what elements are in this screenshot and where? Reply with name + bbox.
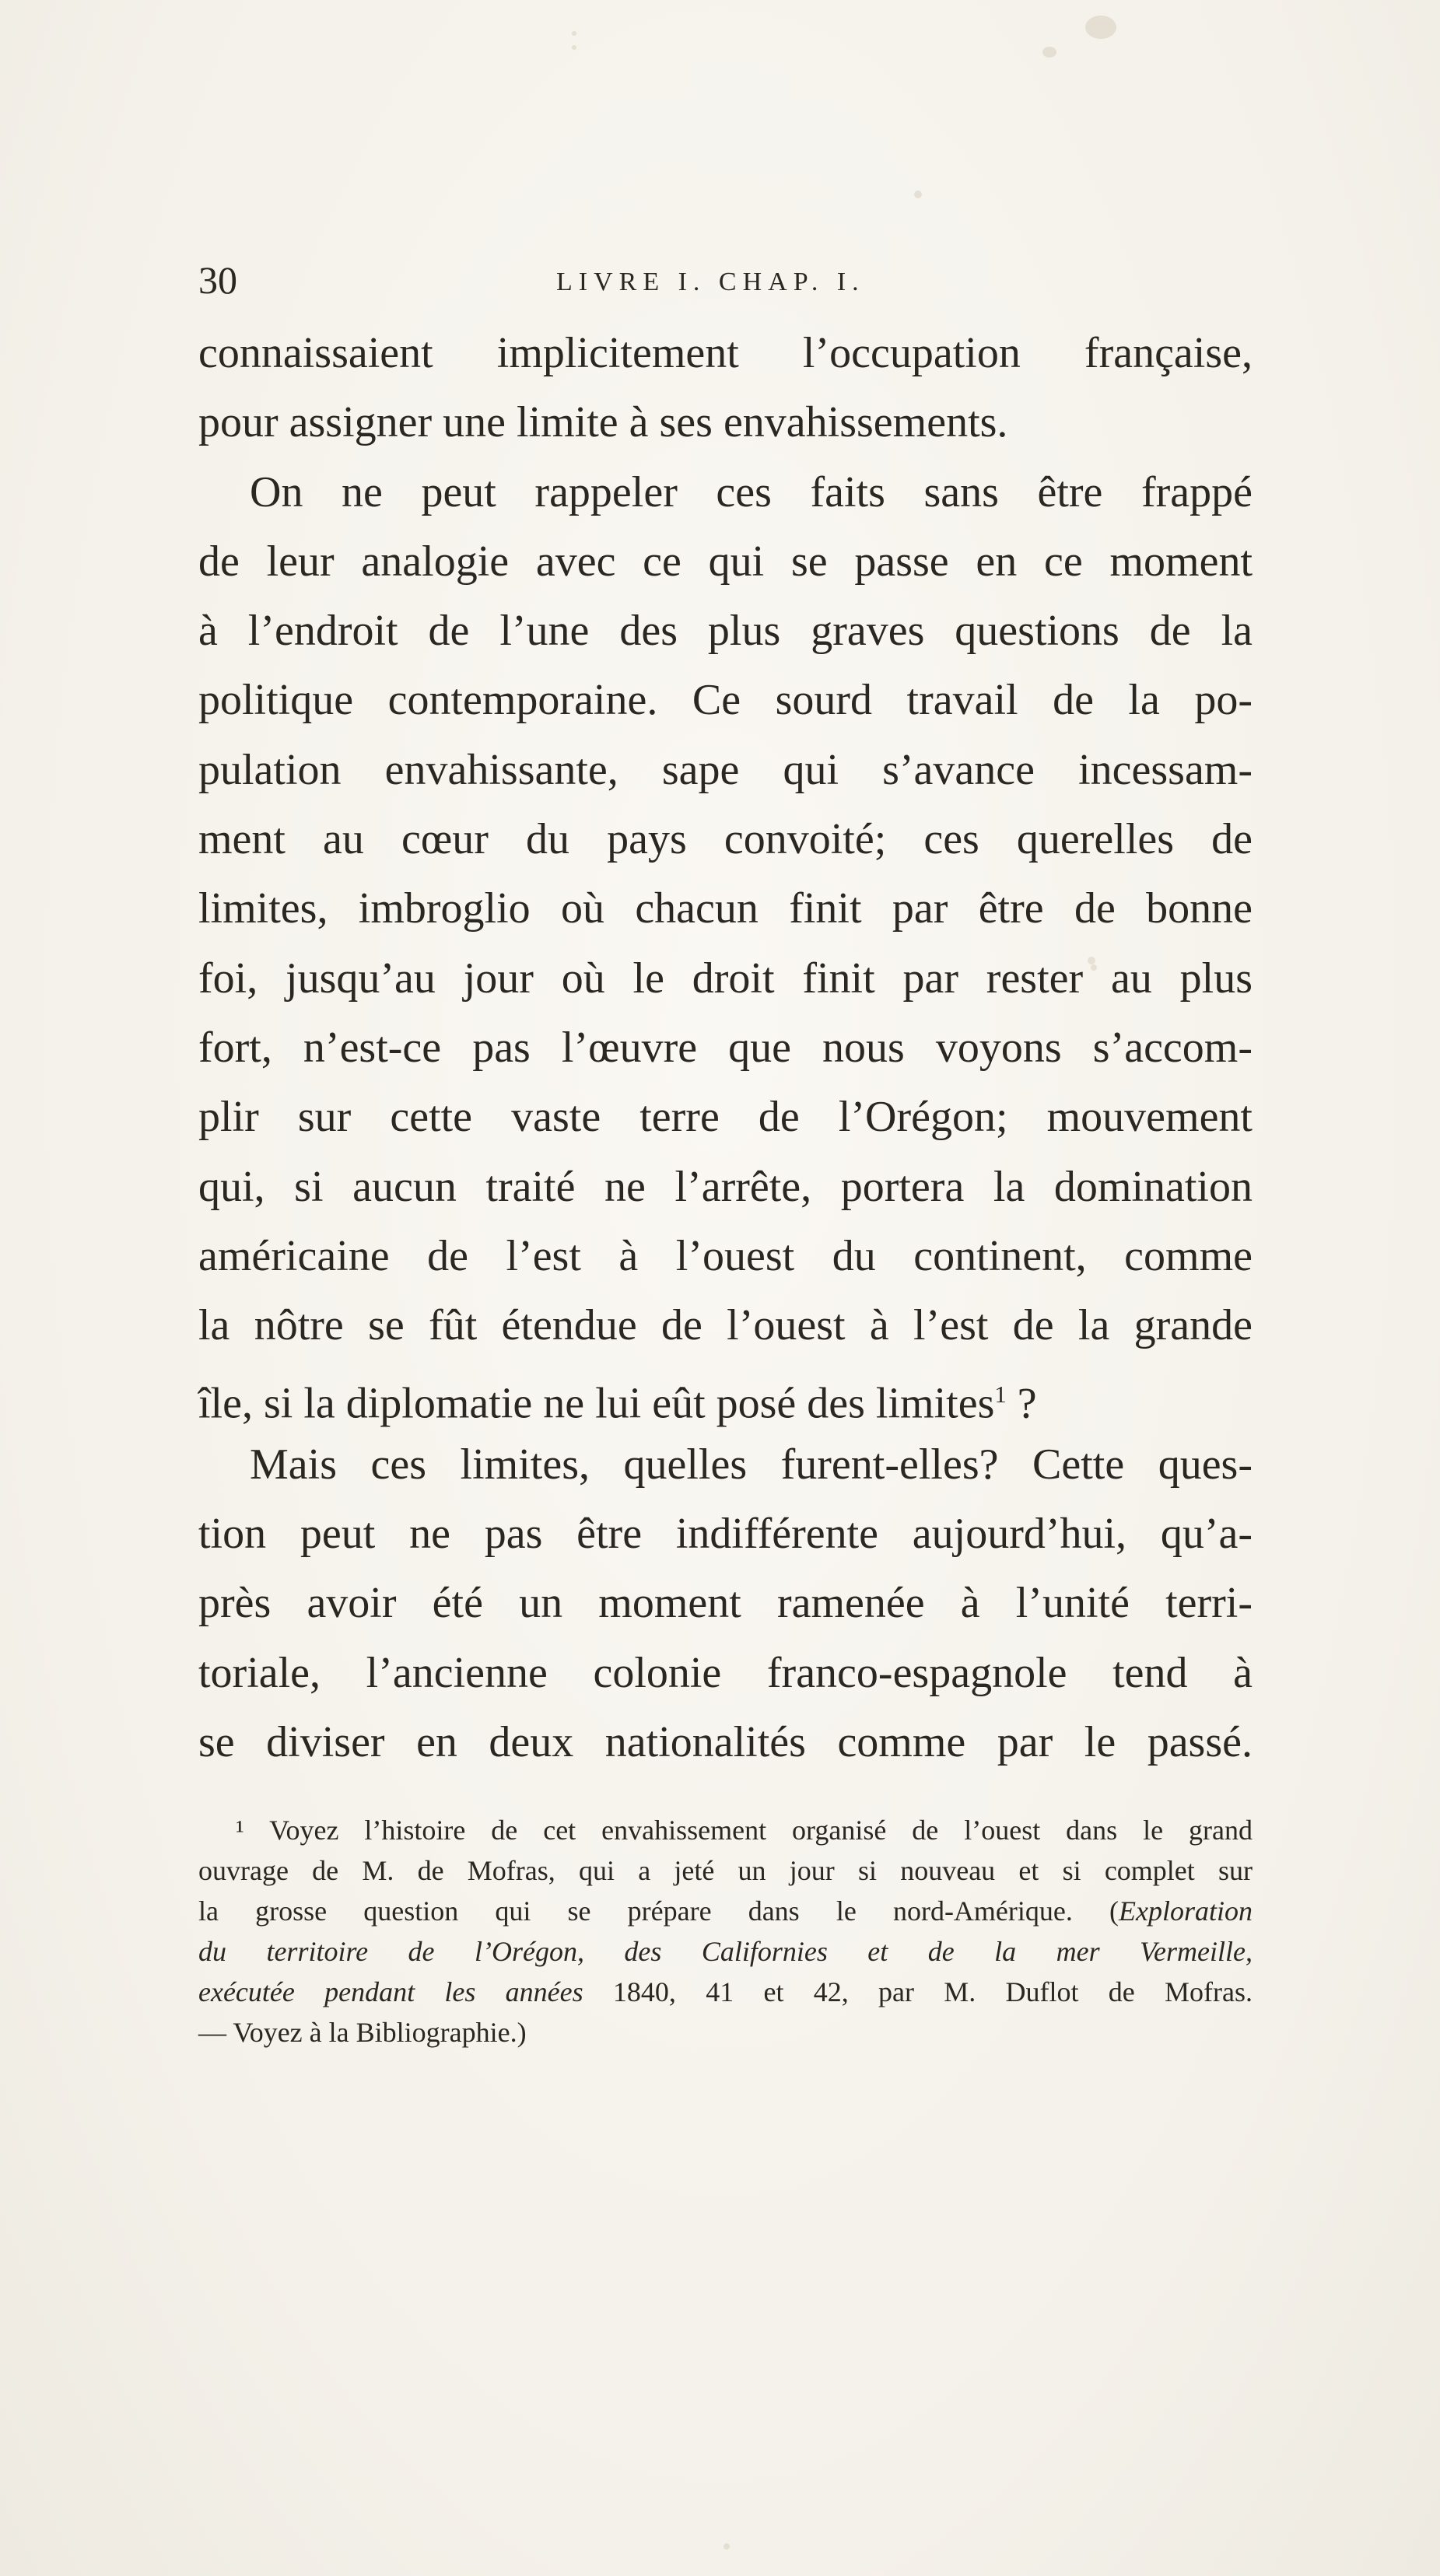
text-line: américaine de l’est à l’ouest du continent, comme xyxy=(198,1231,1253,1280)
text-line: à l’endroit de l’une des plus graves questions de la xyxy=(198,607,1253,656)
paper-speck xyxy=(572,45,576,50)
text-line-content: île, si la diplomatie ne lui eût posé des limites xyxy=(198,1380,995,1429)
footnote-line xyxy=(198,1810,1253,1850)
text-line: limites, imbroglio où chacun finit par être de bonne xyxy=(198,884,1253,933)
paper-speck xyxy=(914,191,922,198)
footnote-title-italic: Exploration xyxy=(1119,1895,1253,1927)
footnote-reference: 1 xyxy=(994,1381,1007,1409)
text-line: ment au cœur du pays convoité; ces querelles de xyxy=(198,815,1253,864)
footnote-text: Voyez l’histoire de cet envahissement organisé de l’ouest dans le grand xyxy=(269,1815,1253,1846)
footnote-line: — Voyez à la Bibliographie.) xyxy=(198,2017,527,2048)
text-line: foi, jusqu’au jour où le droit finit par rester au plus xyxy=(198,954,1253,1003)
text-line: se diviser en deux nationalités comme par le passé. xyxy=(198,1717,1253,1766)
text-line: qui, si aucun traité ne l’arrête, portera la domination xyxy=(198,1162,1253,1211)
text-line: tion peut ne pas être indifférente aujourd’hui, qu’a- xyxy=(198,1510,1253,1559)
text-line: pour assigner une limite à ses envahissements. xyxy=(198,398,1008,447)
running-head: LIVRE I. CHAP. I. xyxy=(556,268,865,296)
question-mark: ? xyxy=(1006,1380,1037,1429)
body-text xyxy=(198,319,1253,1777)
footnote-text: la grosse question qui se prépare dans le nord-Amérique. ( xyxy=(198,1895,1119,1927)
paper-speck xyxy=(1042,47,1056,58)
page-number: 30 xyxy=(198,258,237,302)
paper-speck xyxy=(724,2543,730,2550)
footnote-text-italic: exécutée pendant les années xyxy=(198,1976,583,2007)
footnote xyxy=(198,1810,1253,2053)
footnote-marker: ¹ xyxy=(236,1815,244,1846)
text-line: plir sur cette vaste terre de l’Orégon; mouvement xyxy=(198,1093,1253,1142)
text-line: On ne peut rappeler ces faits sans être frappé xyxy=(250,467,1253,516)
footnote-line: du territoire de l’Orégon, des Californies et de la mer Vermeille, xyxy=(198,1936,1253,1967)
text-line: Mais ces limites, quelles furent-elles? Cette ques- xyxy=(250,1440,1253,1489)
footnote-line: ouvrage de M. de Mofras, qui a jeté un jour si nouveau et si complet sur xyxy=(198,1855,1253,1886)
footnote-line xyxy=(198,1972,1253,2012)
paper-speck xyxy=(572,31,576,36)
text-line: la nôtre se fût étendue de l’ouest à l’est de la grande xyxy=(198,1301,1253,1350)
paper-speck xyxy=(1085,16,1116,39)
text-line: connaissaient implicitement l’occupation française, xyxy=(198,329,1253,377)
footnote-line xyxy=(198,1891,1253,1931)
page-header xyxy=(198,257,1253,319)
text-line: fort, n’est-ce pas l’œuvre que nous voyons s’accom- xyxy=(198,1023,1253,1072)
text-line: politique contemporaine. Ce sourd travail de la po- xyxy=(198,676,1253,725)
text-line: près avoir été un moment ramenée à l’unité terri- xyxy=(198,1579,1253,1628)
text-line: toriale, l’ancienne colonie franco-espagnole tend à xyxy=(198,1648,1253,1697)
text-line xyxy=(198,1360,1253,1430)
text-line: pulation envahissante, sape qui s’avance incessam- xyxy=(198,745,1253,794)
footnote-text: 1840, 41 et 42, par M. Duflot de Mofras. xyxy=(583,1976,1253,2007)
text-line: de leur analogie avec ce qui se passe en ce moment xyxy=(198,537,1253,586)
